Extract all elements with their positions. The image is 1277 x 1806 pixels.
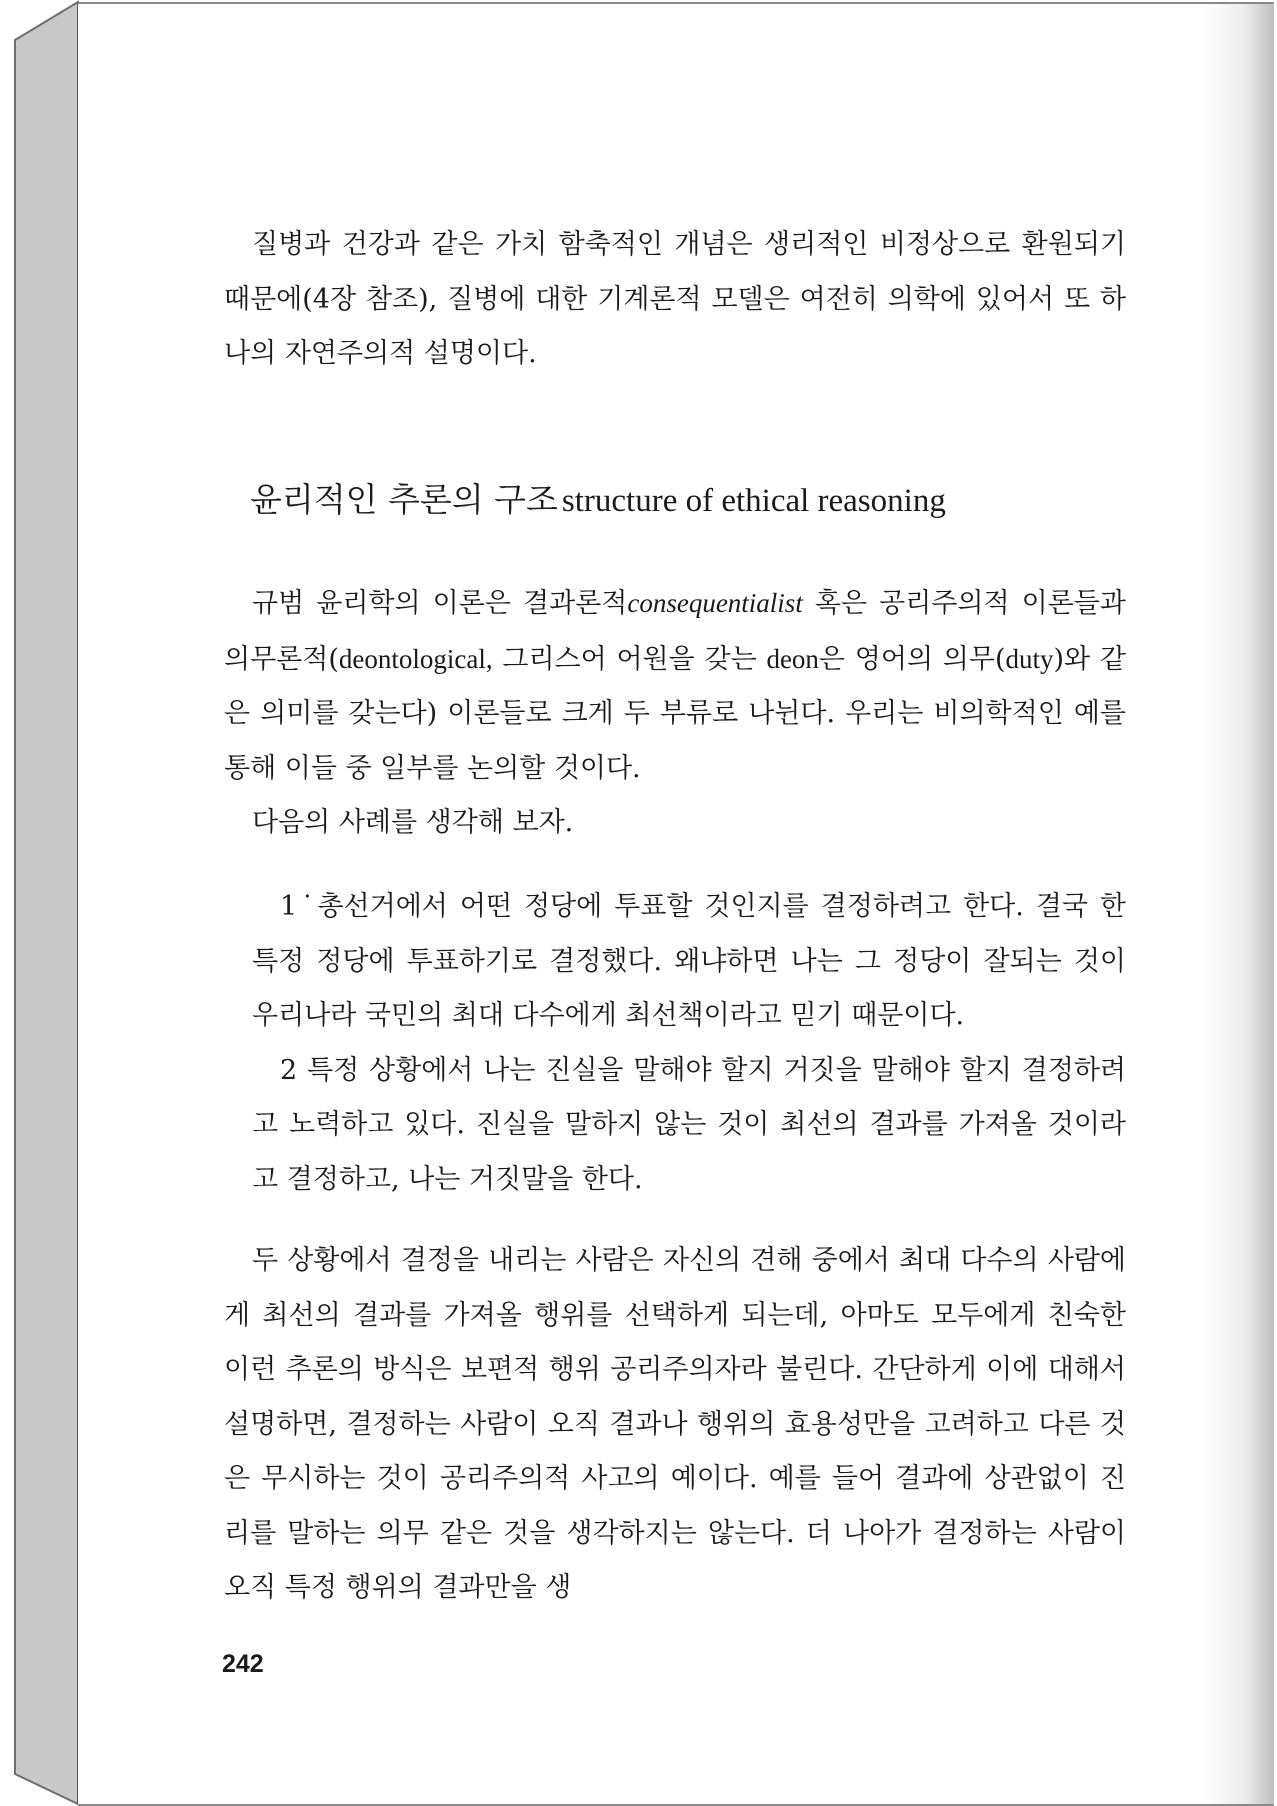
section-heading <box>250 475 946 526</box>
intro-paragraph <box>224 218 1126 382</box>
section-heading-ko: 윤리적인 추론의 구조 <box>250 480 558 519</box>
utilitarian-paragraph <box>224 1234 1126 1616</box>
intro-paragraph-text: 질병과 건강과 같은 가치 함축적인 개념은 생리적인 비정상으로 환원되기 때문에(4장 참조), 질병에 대한 기계론적 모델은 여전히 의학에 있어서 또 하나의 자연주의적 설명이다. <box>224 229 1126 369</box>
paragraph1-part3: 그리스어 어원을 갖는 <box>492 643 767 675</box>
body-paragraphs <box>224 576 1126 851</box>
section-heading-en: structure of ethical reasoning <box>561 483 946 519</box>
example-item-1: 1˙총선거에서 어떤 정당에 투표할 것인지를 결정하려고 한다. 결국 한 특정 정당에 투표하기로 결정했다. 왜냐하면 나는 그 정당이 잘되는 것이 우리나라 국민의 최대 다수에게 최선책이라고 믿기 때문이다. <box>252 891 1126 1031</box>
paragraph1-part5: )와 같은 의미를 갖는다) 이론들로 크게 두 부류로 나뉜다. 우리는 비의학적인 예를 통해 이들 중 일부를 논의할 것이다. <box>224 643 1126 784</box>
utilitarian-paragraph-text: 두 상황에서 결정을 내리는 사람은 자신의 견해 중에서 최대 다수의 사람에게 최선의 결과를 가져올 행위를 선택하게 되는데, 아마도 모두에게 친숙한 이런 추론의 방식은 보편적 행위 공리주의자라 불린다. 간단하게 이에 대해서 설명하면, 결정하는 사람이 오직 결과나 행위의 효용성만을 고려하고 다른 것은 무시하는 것이 공리주의적 사고의 예이다. 예를 들어 결과에 상관없이 진리를 말하는 의무 같은 것을 생각하지는 않는다. 더 나아가 결정하는 사람이 오직 특정 행위의 결과만을 생 <box>224 1245 1126 1603</box>
book-spine <box>0 0 90 1806</box>
term-deon: deon <box>766 643 819 674</box>
paragraph1-part4: 은 영어의 의무( <box>818 643 1006 675</box>
term-deontological: deontological, <box>338 643 493 674</box>
paragraph1-part1: 규범 윤리학의 이론은 결과론적 <box>252 588 628 619</box>
page-number: 242 <box>222 1650 264 1678</box>
term-consequentialist: consequentialist <box>627 588 803 618</box>
paragraph-consider-case: 다음의 사례를 생각해 보자. <box>252 807 574 838</box>
paragraph-normative-ethics <box>224 576 1126 796</box>
paragraph1-part2: 혹은 공리주의적 이론들과 의무론적( <box>224 588 1126 675</box>
example-list <box>252 880 1126 1207</box>
example-item-2: 2 특정 상황에서 나는 진실을 말해야 할지 거짓을 말해야 할지 결정하려고 노력하고 있다. 진실을 말하지 않는 것이 최선의 결과를 가져올 것이라고 결정하고, 나는 거짓말을 한다. <box>252 1054 1126 1195</box>
term-duty: duty <box>1005 643 1054 674</box>
page-edge-shadow <box>1203 4 1273 1804</box>
